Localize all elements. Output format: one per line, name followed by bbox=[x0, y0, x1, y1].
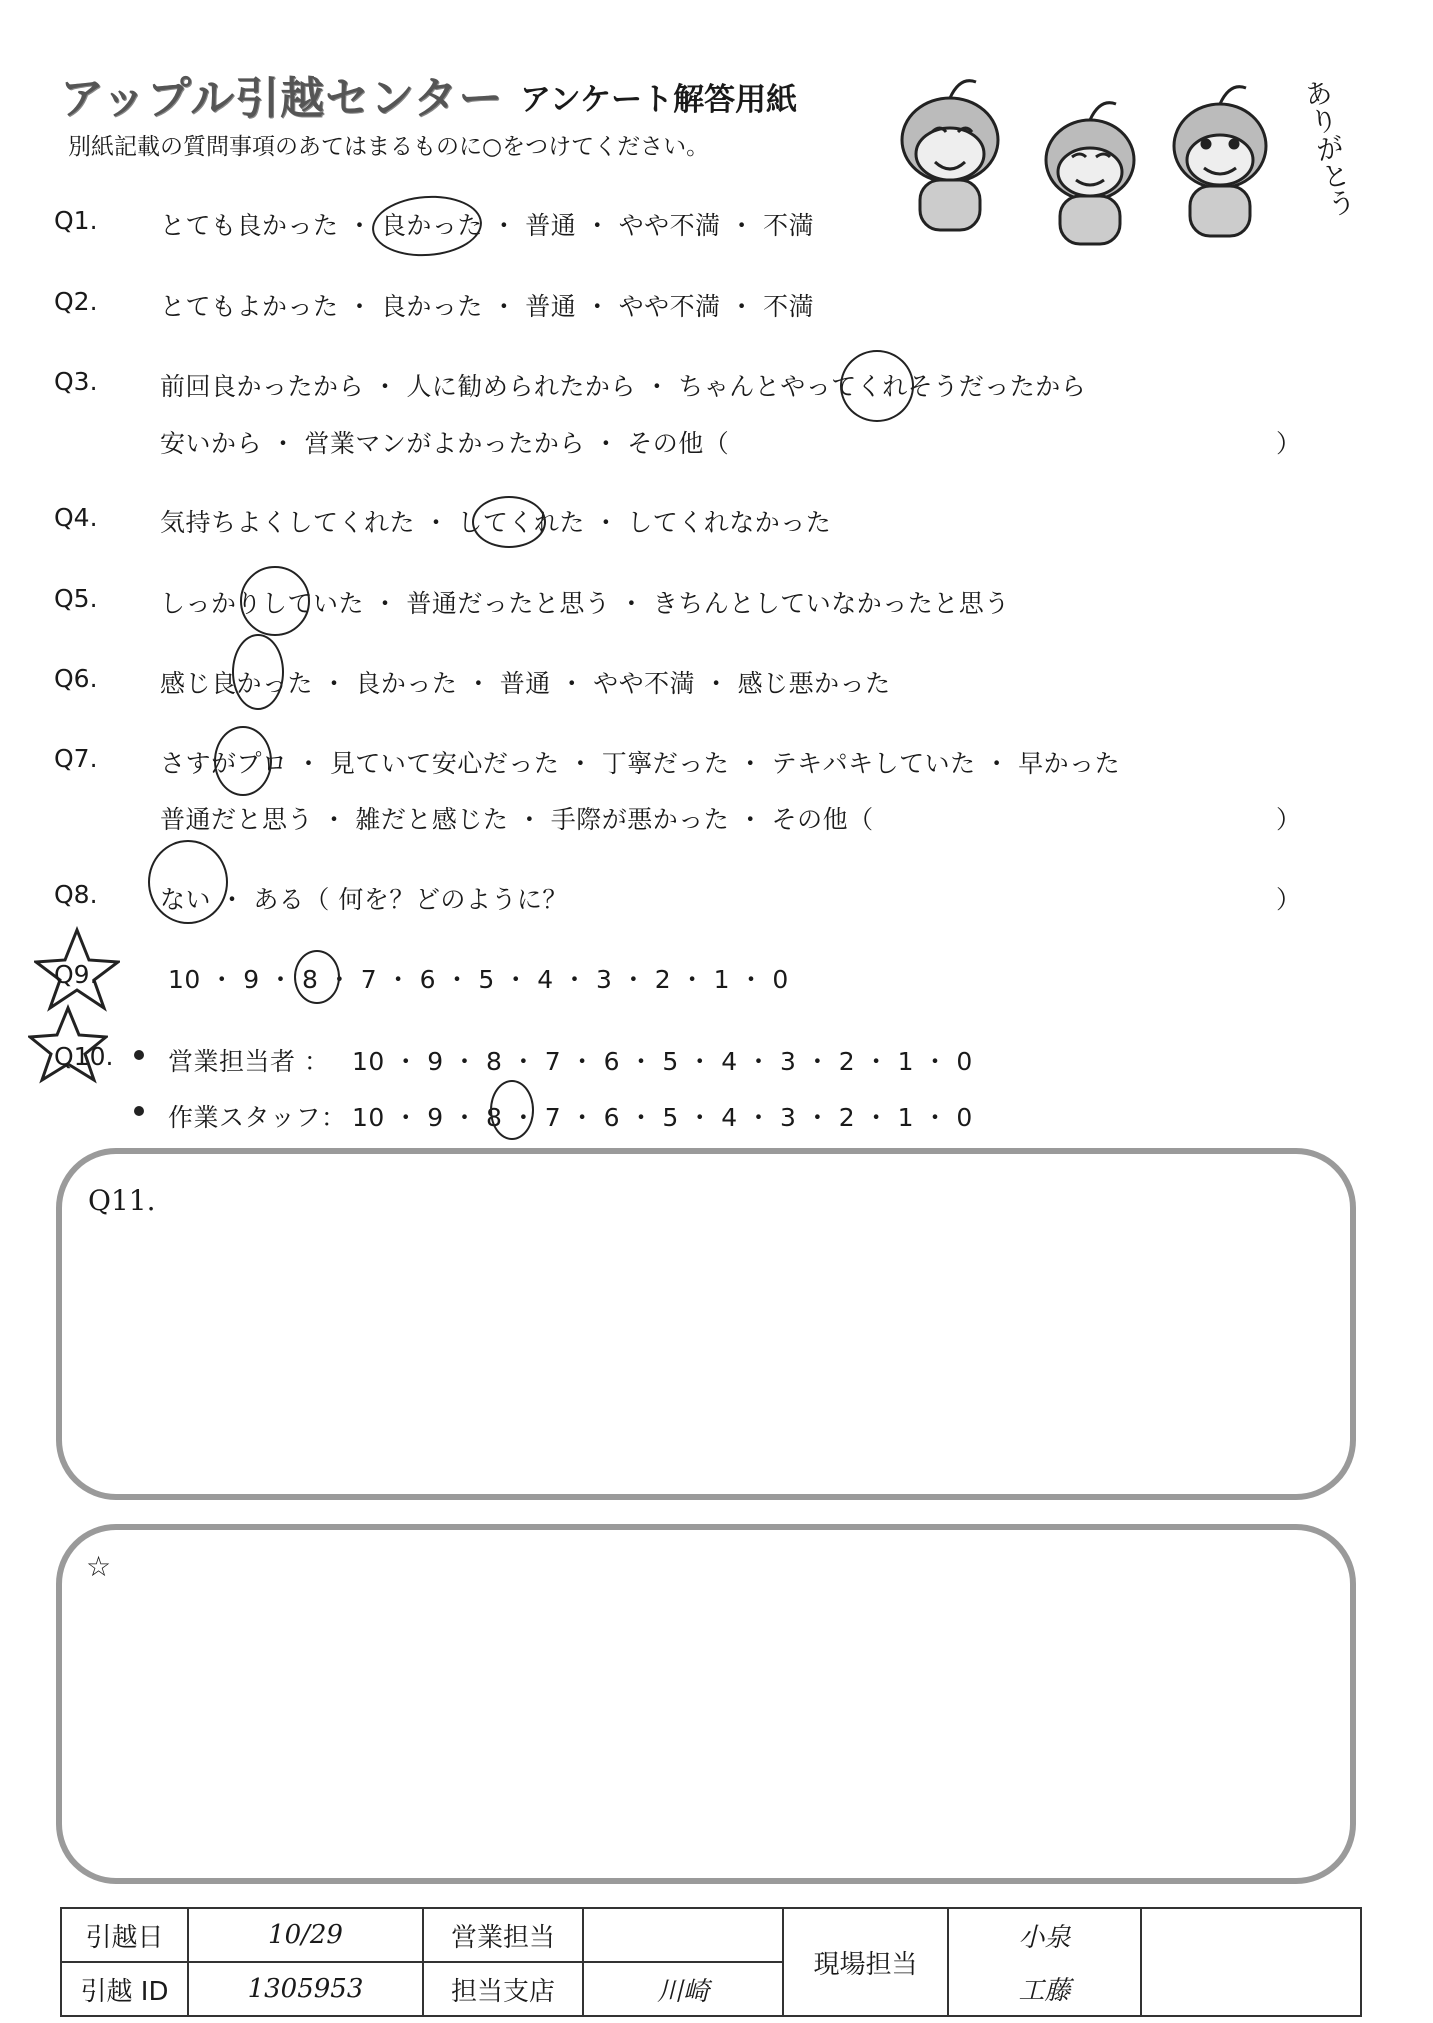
q6-options[interactable]: 感じ良かった ・ 良かった ・ 普通 ・ やや不満 ・ 感じ悪かった bbox=[160, 669, 891, 698]
star-comment-box[interactable] bbox=[56, 1524, 1356, 1884]
q1-options[interactable]: とても良かった ・ 良かった ・ 普通 ・ やや不満 ・ 不満 bbox=[160, 211, 815, 240]
footer-blank-cell[interactable] bbox=[1141, 1908, 1361, 2016]
q7-label: Q7. bbox=[54, 744, 98, 773]
q7-selection-circle bbox=[214, 726, 272, 796]
q3-options-line1[interactable]: 前回良かったから ・ 人に勧められたから ・ ちゃんとやってくれそうだったから bbox=[160, 372, 1087, 401]
sales-rep-label: 営業担当 bbox=[423, 1908, 583, 1962]
branch-label: 担当支店 bbox=[423, 1962, 583, 2016]
q10-bullet-2 bbox=[134, 1106, 144, 1116]
move-date-label: 引越日 bbox=[61, 1908, 188, 1962]
q7-options-line1[interactable]: さすがプロ ・ 見ていて安心だった ・ 丁寧だった ・ テキパキしていた ・ 早かった bbox=[160, 749, 1121, 778]
q6-label: Q6. bbox=[54, 664, 98, 693]
q4-selection-circle bbox=[472, 496, 546, 548]
q10-bullet-1 bbox=[134, 1050, 144, 1060]
q3-selection-circle bbox=[840, 350, 914, 422]
thanks-text: ありがとう bbox=[1297, 75, 1360, 220]
q10-sales-label: 営業担当者 ： bbox=[168, 1047, 330, 1076]
site-rep-label: 現場担当 bbox=[783, 1908, 948, 2016]
branch-value[interactable]: 川崎 bbox=[583, 1962, 783, 2016]
q4-label: Q4. bbox=[54, 503, 98, 532]
q2-label: Q2. bbox=[54, 287, 98, 316]
q11-comment-box[interactable] bbox=[56, 1148, 1356, 1500]
site-rep-value-2[interactable]: 工藤 bbox=[948, 1962, 1141, 2016]
q7-close-paren: ） bbox=[1276, 805, 1302, 834]
q3-close-paren: ） bbox=[1276, 429, 1302, 458]
q8-label: Q8. bbox=[54, 880, 98, 909]
q8-selection-circle bbox=[148, 840, 228, 924]
mascot-illustration bbox=[880, 62, 1340, 252]
sales-rep-value[interactable] bbox=[583, 1908, 783, 1962]
site-rep-value-1[interactable]: 小泉 bbox=[948, 1908, 1141, 1962]
footer-info-table bbox=[60, 1907, 1362, 2017]
q10-staff-selection-circle bbox=[490, 1080, 534, 1140]
q5-label: Q5. bbox=[54, 584, 98, 613]
q3-label: Q3. bbox=[54, 367, 98, 396]
q1-label: Q1. bbox=[54, 206, 98, 235]
q4-options[interactable]: 気持ちよくしてくれた ・ してくれた ・ してくれなかった bbox=[160, 508, 832, 537]
star-box-label: ☆ bbox=[86, 1550, 112, 1583]
q8-close-paren: ） bbox=[1276, 885, 1302, 914]
q10-staff-scale[interactable]: 10 ・ 9 ・ 8 ・ 7 ・ 6 ・ 5 ・ 4 ・ 3 ・ 2 ・ 1 ・ 0 bbox=[352, 1103, 973, 1132]
q9-label: Q9. bbox=[54, 960, 98, 989]
q9-scale[interactable]: 10 ・ 9 ・ 8 ・ 7 ・ 6 ・ 5 ・ 4 ・ 3 ・ 2 ・ 1 ・ 0 bbox=[168, 965, 789, 994]
q10-sales-scale[interactable]: 10 ・ 9 ・ 8 ・ 7 ・ 6 ・ 5 ・ 4 ・ 3 ・ 2 ・ 1 ・ 0 bbox=[352, 1047, 973, 1076]
q10-label: Q10. bbox=[54, 1042, 114, 1071]
brand-title: アップル引越センター bbox=[60, 73, 504, 124]
move-id-value[interactable]: 1305953 bbox=[188, 1962, 423, 2016]
instruction-text: 別紙記載の質問事項のあてはまるものに○をつけてください。 bbox=[68, 134, 710, 160]
q2-options[interactable]: とてもよかった ・ 良かった ・ 普通 ・ やや不満 ・ 不満 bbox=[160, 292, 815, 321]
q5-selection-circle bbox=[240, 566, 310, 636]
q10-staff-label: 作業スタッフ： bbox=[168, 1103, 347, 1132]
q11-label: Q11. bbox=[88, 1184, 156, 1217]
move-id-label: 引越 ID bbox=[61, 1962, 188, 2016]
q6-selection-circle bbox=[232, 634, 284, 710]
q3-options-line2[interactable]: 安いから ・ 営業マンがよかったから ・ その他（ bbox=[160, 429, 730, 458]
q9-selection-circle bbox=[294, 950, 340, 1004]
move-date-value[interactable]: 10/29 bbox=[188, 1908, 423, 1962]
form-subtitle: アンケート解答用紙 bbox=[520, 82, 798, 118]
q7-options-line2[interactable]: 普通だと思う ・ 雑だと感じた ・ 手際が悪かった ・ その他（ bbox=[160, 805, 874, 834]
q1-selection-circle bbox=[370, 192, 484, 260]
q8-options[interactable]: ない ・ ある（ 何を？どのように？ bbox=[160, 885, 568, 914]
q5-options[interactable]: しっかりしていた ・ 普通だったと思う ・ きちんとしていなかったと思う bbox=[160, 589, 1010, 618]
